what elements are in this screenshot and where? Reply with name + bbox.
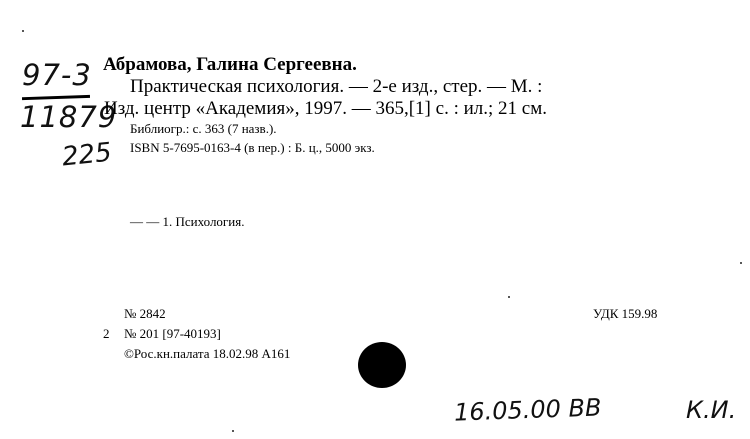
scan-speck: [508, 296, 510, 298]
registry-row-mark: 2: [103, 326, 110, 341]
isbn-line: ISBN 5-7695-0163-4 (в пер.) : Б. ц., 5000 экз.: [130, 140, 375, 155]
book-chamber-line: ©Рос.кн.палата 18.02.98 А161: [124, 346, 291, 361]
handwritten-date: 16.05.00 BB: [453, 393, 602, 427]
imprint-line: Изд. центр «Академия», 1997. — 365,[1] с. : ил.; 21 см.: [104, 98, 547, 119]
author-heading: Абрамова, Галина Сергеевна.: [103, 54, 357, 75]
registry-number-1: № 2842: [124, 306, 166, 321]
punch-hole: [358, 342, 406, 388]
bibliography-note: Библиогр.: с. 363 (7 назв.).: [130, 121, 277, 136]
scan-speck: [740, 262, 742, 264]
handwritten-shelfmark-top: 97-3: [22, 58, 92, 92]
subject-tracing: — — 1. Психология.: [130, 214, 245, 229]
scan-speck: [232, 430, 234, 432]
scan-speck: [22, 30, 24, 32]
udk-code: УДК 159.98: [593, 306, 658, 321]
handwritten-shelfmark-bottom: 11879: [20, 100, 118, 134]
handwritten-signature: К.И.: [686, 396, 737, 424]
handwritten-mark: 225: [60, 137, 114, 173]
registry-number-2: № 201 [97-40193]: [124, 326, 221, 341]
title-line: Практическая психология. — 2-е изд., стер. — М. :: [130, 76, 543, 97]
